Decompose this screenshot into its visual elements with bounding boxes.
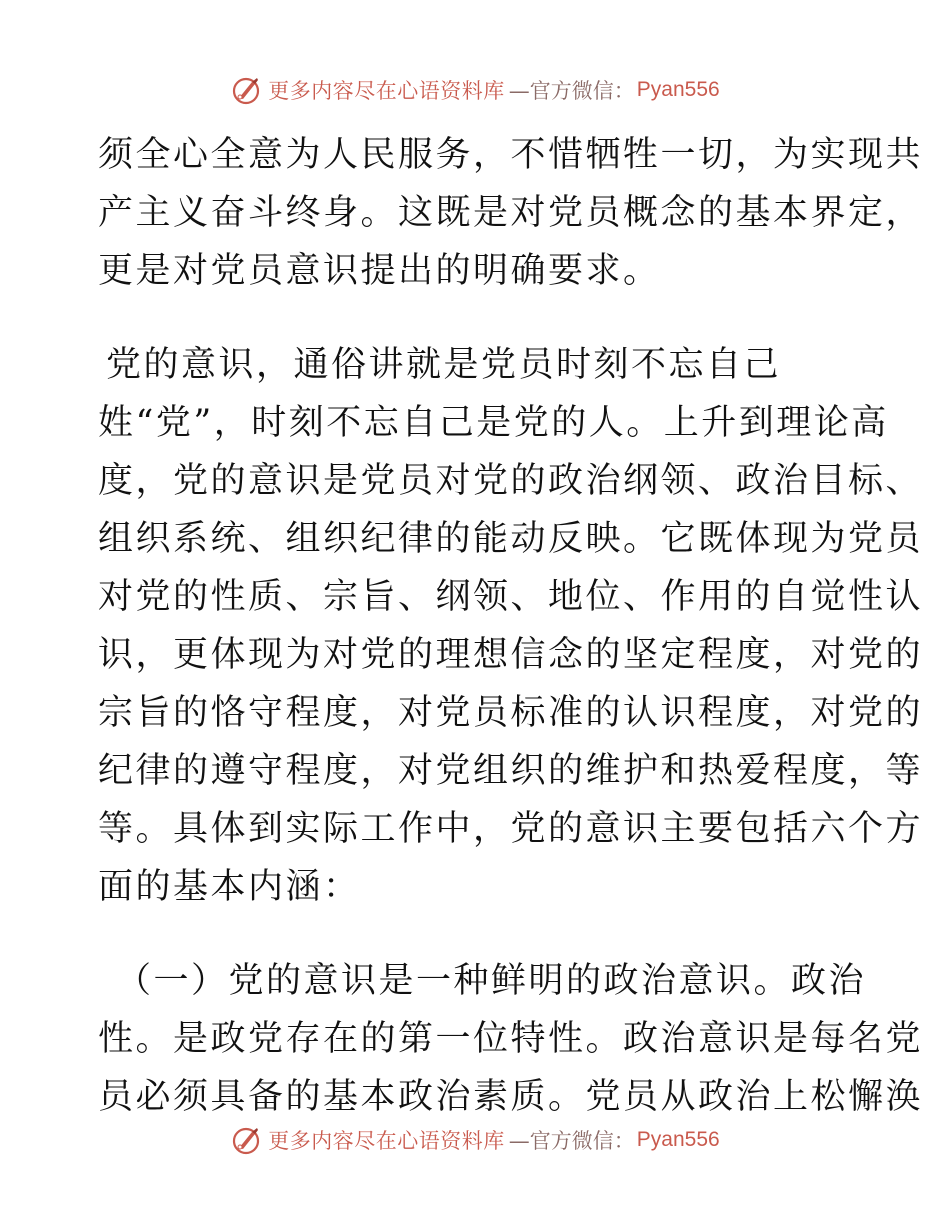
paragraph-2 <box>98 336 924 916</box>
document-body <box>98 126 924 1126</box>
footer-official-label: —官方微信： <box>508 1129 635 1153</box>
header-banner <box>0 68 950 112</box>
text-line: 识，更体现为对党的理想信念的坚定程度，对党的 <box>98 635 924 675</box>
text-line: （一）党的意识是一种鲜明的政治意识。政治 <box>116 961 867 1001</box>
footer-banner <box>0 1118 950 1162</box>
text-line: 更是对党员意识提出的明确要求。 <box>98 251 661 291</box>
text-line: 度，党的意识是党员对党的政治纲领、政治目标、 <box>98 461 924 501</box>
header-official-label: —官方微信： <box>508 79 635 103</box>
paragraph-1 <box>98 126 924 300</box>
text-line: 组织系统、组织纪律的能动反映。它既体现为党员 <box>98 519 924 559</box>
footer-slogan: 更多内容尽在心语资料库 <box>268 1129 505 1153</box>
text-line: 员必须具备的基本政治素质。党员从政治上松懈涣 <box>98 1077 924 1117</box>
text-line: 宗旨的恪守程度，对党员标准的认识程度，对党的 <box>98 693 924 733</box>
text-line: 须全心全意为人民服务，不惜牺牲一切，为实现共 <box>98 135 924 175</box>
quill-logo-icon <box>230 1124 262 1156</box>
text-line: 等。具体到实际工作中，党的意识主要包括六个方 <box>98 809 924 849</box>
text-line: 性。是政党存在的第一位特性。政治意识是每名党 <box>98 1019 924 1059</box>
text-line: 对党的性质、宗旨、纲领、地位、作用的自觉性认 <box>98 577 924 617</box>
text-line: 党的意识，通俗讲就是党员时刻不忘自己 <box>106 345 782 385</box>
paragraph-3 <box>98 952 924 1126</box>
text-line: 产主义奋斗终身。这既是对党员概念的基本界定， <box>98 193 924 233</box>
footer-wechat-id: Pyan556 <box>636 1128 720 1151</box>
text-line: 纪律的遵守程度，对党组织的维护和热爱程度，等 <box>98 751 924 791</box>
header-slogan: 更多内容尽在心语资料库 <box>268 79 505 103</box>
header-wechat-id: Pyan556 <box>636 78 720 101</box>
text-line: 面的基本内涵： <box>98 867 361 907</box>
quill-logo-icon <box>230 74 262 106</box>
text-line: 姓“党”，时刻不忘自己是党的人。上升到理论高 <box>98 403 889 443</box>
